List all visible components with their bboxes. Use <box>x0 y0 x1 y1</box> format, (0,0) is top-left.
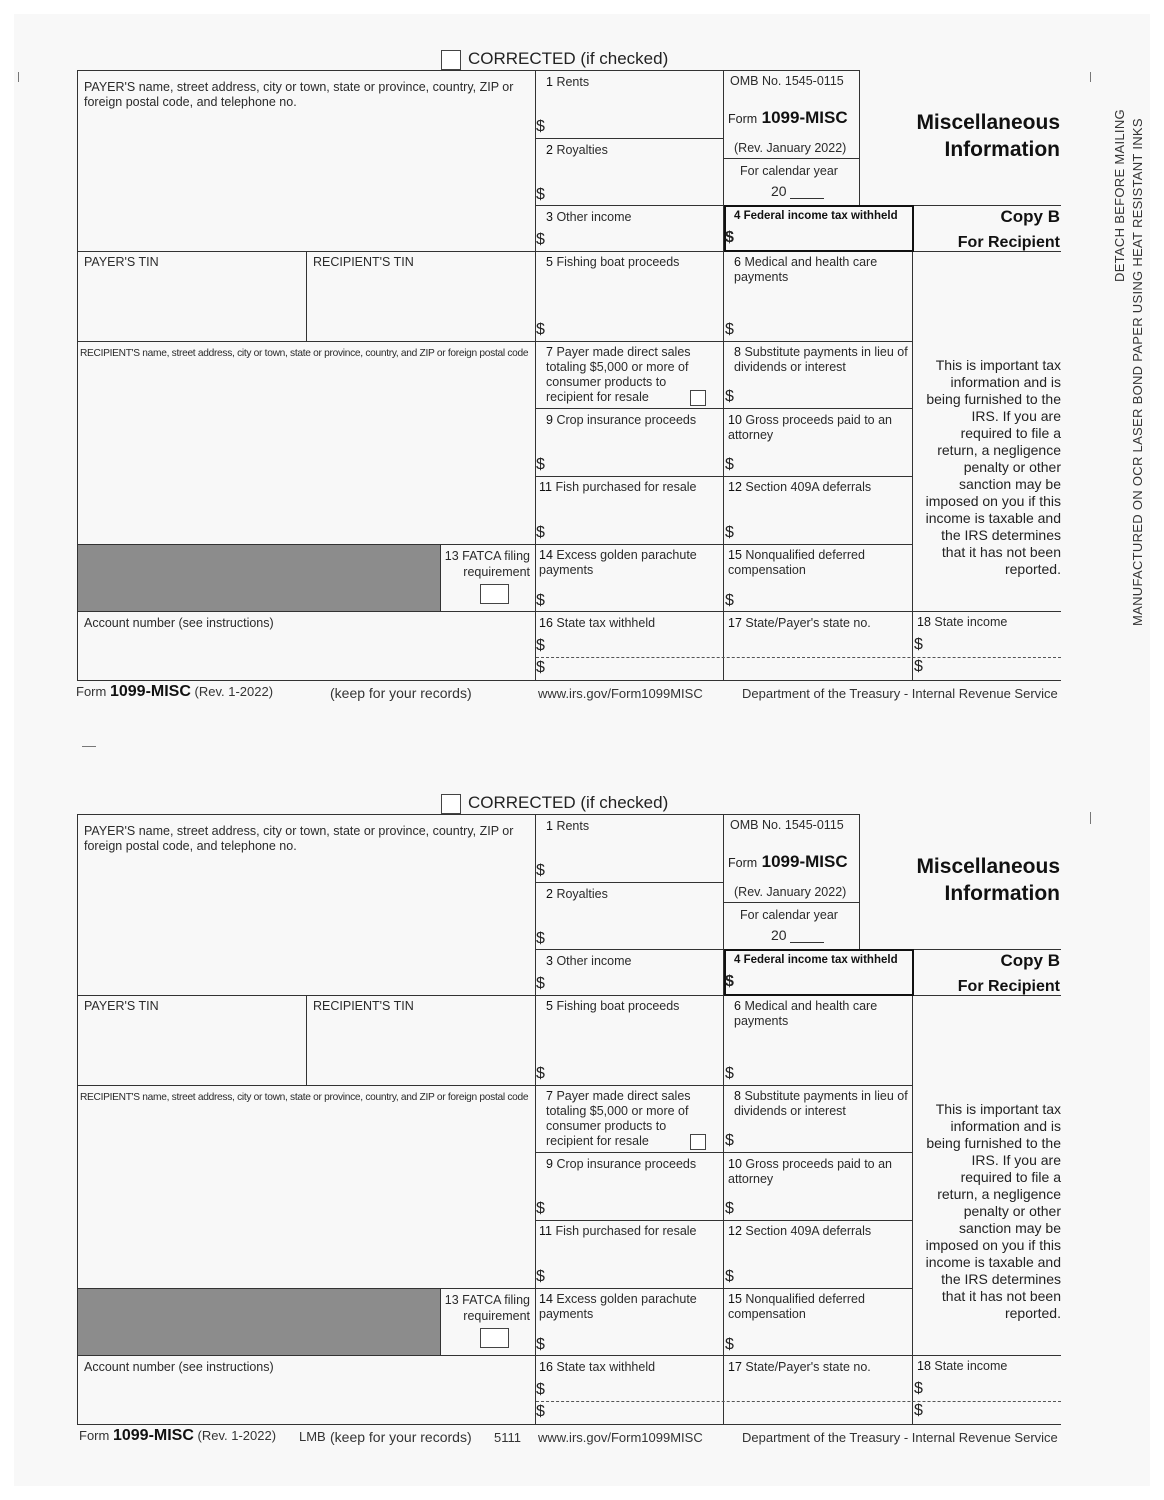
box9-dollar: $ <box>536 1200 545 1217</box>
rule <box>77 1355 1061 1356</box>
box4-dollar: $ <box>725 973 734 990</box>
recipient-name-label: RECIPIENT'S name, street address, city or town, state or province, country, and ZIP or foreign postal code <box>80 348 529 359</box>
calendar-year-prefix: 20 <box>771 927 787 943</box>
box4-label: 4 Federal income tax withheld <box>734 954 898 966</box>
notice-text: This is important tax information and is being furnished to the IRS. If you are required to file a return, a negligence penalty or other sanction may be imposed on you if this income is taxable and the IRS determines that it has not been reported. <box>925 357 1061 577</box>
box1-label: 1 Rents <box>546 75 590 89</box>
box18-label: 18 State income <box>917 1359 1008 1373</box>
form-copy-1 <box>0 0 1164 740</box>
form-title: Miscellaneous Information <box>916 111 1060 161</box>
box14-label: 14 Excess golden parachute payments <box>539 548 697 577</box>
box11-dollar: $ <box>536 1268 545 1285</box>
form-title: Miscellaneous Information <box>916 855 1060 905</box>
rule <box>306 251 307 341</box>
payer-name-label: PAYER'S name, street address, city or town, state or province, country, ZIP or foreign postal code, and telephone no. <box>84 824 514 853</box>
footer-department: Department of the Treasury - Internal Revenue Service <box>742 686 1058 701</box>
rule <box>306 995 307 1085</box>
payer-tin-label: PAYER'S TIN <box>84 999 159 1013</box>
side-text-detach: DETACH BEFORE MAILING <box>1112 109 1127 282</box>
omb-number: OMB No. 1545-0115 <box>730 818 844 832</box>
corrected-label: CORRECTED (if checked) <box>468 793 669 812</box>
account-number-label: Account number (see instructions) <box>84 616 274 630</box>
calendar-year-label: For calendar year <box>740 164 838 178</box>
copy-b-label: Copy B For Recipient <box>957 207 1060 251</box>
box8-dollar: $ <box>725 388 734 405</box>
box2-label: 2 Royalties <box>546 143 608 157</box>
side-text-manufactured: MANUFACTURED ON OCR LASER BOND PAPER USING HEAT RESISTANT INKS <box>1130 118 1145 626</box>
box17-label: 17 State/Payer's state no. <box>728 616 871 630</box>
box18-label: 18 State income <box>917 615 1008 629</box>
box16-label: 16 State tax withheld <box>539 1360 656 1374</box>
corrected-label: CORRECTED (if checked) <box>468 49 669 68</box>
box8-label: 8 Substitute payments in lieu of dividends or interest <box>734 1089 908 1118</box>
form-id: Form 1099-MISC <box>728 852 848 871</box>
box10-label: 10 Gross proceeds paid to an attorney <box>728 1157 893 1186</box>
box7-checkbox[interactable] <box>690 1134 706 1150</box>
rule <box>535 70 536 680</box>
box12-label: 12 Section 409A deferrals <box>728 1224 872 1238</box>
box14-dollar: $ <box>536 1336 545 1353</box>
rule <box>535 1220 912 1221</box>
box18-dollar-2: $ <box>914 1402 923 1419</box>
copy-b-label: Copy B For Recipient <box>957 951 1060 995</box>
rule <box>440 544 441 611</box>
rule <box>723 70 724 680</box>
corrected-checkbox[interactable] <box>441 794 461 814</box>
rule <box>535 1152 912 1153</box>
box17-label: 17 State/Payer's state no. <box>728 1360 871 1374</box>
box16-dollar-1: $ <box>536 637 545 654</box>
box3-dollar: $ <box>536 975 545 992</box>
rule <box>535 408 912 409</box>
box3-label: 3 Other income <box>546 210 632 224</box>
calendar-year-prefix: 20 <box>771 183 787 199</box>
rule <box>912 250 913 680</box>
form-revision: (Rev. January 2022) <box>734 141 847 155</box>
box3-label: 3 Other income <box>546 954 632 968</box>
footer-form-id: Form 1099-MISC (Rev. 1-2022) <box>79 1427 277 1444</box>
box5-dollar: $ <box>536 1065 545 1082</box>
box9-dollar: $ <box>536 456 545 473</box>
box15-label: 15 Nonqualified deferred compensation <box>728 1292 865 1321</box>
rule <box>535 476 912 477</box>
footer-keep: (keep for your records) <box>330 685 472 701</box>
box3-dollar: $ <box>536 231 545 248</box>
box14-label: 14 Excess golden parachute payments <box>539 1292 697 1321</box>
box10-dollar: $ <box>725 1200 734 1217</box>
rule <box>77 341 912 342</box>
footer-url: www.irs.gov/Form1099MISC <box>538 686 703 701</box>
box14-dollar: $ <box>536 592 545 609</box>
box15-dollar: $ <box>725 1336 734 1353</box>
box6-dollar: $ <box>725 1065 734 1082</box>
box8-dollar: $ <box>725 1132 734 1149</box>
box2-label: 2 Royalties <box>546 887 608 901</box>
payer-tin-label: PAYER'S TIN <box>84 255 159 269</box>
box5-dollar: $ <box>536 321 545 338</box>
state-divider <box>536 657 1061 658</box>
rule <box>723 158 859 159</box>
recipient-name-label: RECIPIENT'S name, street address, city or town, state or province, country, and ZIP or foreign postal code <box>80 1092 529 1103</box>
box9-label: 9 Crop insurance proceeds <box>546 1157 697 1171</box>
box18-dollar-1: $ <box>914 636 923 653</box>
box7-checkbox[interactable] <box>690 390 706 406</box>
state-divider <box>536 1401 1061 1402</box>
rule <box>723 814 724 1424</box>
box7-label: 7 Payer made direct sales totaling $5,000 or more of consumer products to recipient for resale <box>546 1089 691 1148</box>
footer-form-id: Form 1099-MISC (Rev. 1-2022) <box>76 683 274 700</box>
calendar-year-input[interactable] <box>790 942 824 943</box>
footer-url: www.irs.gov/Form1099MISC <box>538 1430 703 1445</box>
box1-dollar: $ <box>536 862 545 879</box>
box8-label: 8 Substitute payments in lieu of dividends or interest <box>734 345 908 374</box>
footer-lmb: LMB <box>299 1429 326 1444</box>
box16-label: 16 State tax withheld <box>539 616 656 630</box>
box11-label: 11 Fish purchased for resale <box>539 1224 697 1238</box>
form-revision: (Rev. January 2022) <box>734 885 847 899</box>
box18-dollar-1: $ <box>914 1380 923 1397</box>
box12-dollar: $ <box>725 524 734 541</box>
box6-label: 6 Medical and health care payments <box>734 999 878 1028</box>
box1-label: 1 Rents <box>546 819 590 833</box>
footer-department: Department of the Treasury - Internal Revenue Service <box>742 1430 1058 1445</box>
box18-dollar-2: $ <box>914 658 923 675</box>
footer-keep: (keep for your records) <box>330 1429 472 1445</box>
corrected-checkbox[interactable] <box>441 50 461 70</box>
account-number-label: Account number (see instructions) <box>84 1360 274 1374</box>
box4-label: 4 Federal income tax withheld <box>734 210 898 222</box>
rule <box>859 70 860 205</box>
box9-label: 9 Crop insurance proceeds <box>546 413 697 427</box>
shaded-area <box>78 545 440 611</box>
fatca-label: 13 FATCA filing requirement <box>444 549 530 579</box>
rule <box>912 994 913 1424</box>
box5-label: 5 Fishing boat proceeds <box>546 255 680 269</box>
box16-dollar-2: $ <box>536 659 545 676</box>
rule <box>77 1424 1061 1425</box>
box12-label: 12 Section 409A deferrals <box>728 480 872 494</box>
box1-dollar: $ <box>536 118 545 135</box>
box10-dollar: $ <box>725 456 734 473</box>
calendar-year-label: For calendar year <box>740 908 838 922</box>
box15-dollar: $ <box>725 592 734 609</box>
notice-text: This is important tax information and is being furnished to the IRS. If you are required to file a return, a negligence penalty or other sanction may be imposed on you if this income is taxable and the IRS determines that it has not been reported. <box>925 1101 1061 1321</box>
rule <box>77 814 859 815</box>
rule <box>77 70 859 71</box>
box16-dollar-2: $ <box>536 1403 545 1420</box>
form-id: Form 1099-MISC <box>728 108 848 127</box>
rule <box>77 1085 912 1086</box>
footer-code: 5111 <box>494 1430 521 1445</box>
box10-label: 10 Gross proceeds paid to an attorney <box>728 413 893 442</box>
rule <box>723 902 859 903</box>
calendar-year-input[interactable] <box>790 198 824 199</box>
box6-label: 6 Medical and health care payments <box>734 255 878 284</box>
rule <box>77 680 1061 681</box>
form-copy-2 <box>0 744 1164 1484</box>
rule <box>535 138 723 139</box>
rule <box>535 882 723 883</box>
rule <box>77 611 1061 612</box>
rule <box>535 814 536 1424</box>
recipient-tin-label: RECIPIENT'S TIN <box>313 255 414 269</box>
box11-label: 11 Fish purchased for resale <box>539 480 697 494</box>
box16-dollar-1: $ <box>536 1381 545 1398</box>
recipient-tin-label: RECIPIENT'S TIN <box>313 999 414 1013</box>
box11-dollar: $ <box>536 524 545 541</box>
box4-dollar: $ <box>725 229 734 246</box>
fatca-checkbox[interactable] <box>480 1328 509 1348</box>
box15-label: 15 Nonqualified deferred compensation <box>728 548 865 577</box>
box6-dollar: $ <box>725 321 734 338</box>
rule <box>440 1288 441 1355</box>
payer-name-label: PAYER'S name, street address, city or town, state or province, country, ZIP or foreign postal code, and telephone no. <box>84 80 514 109</box>
shaded-area <box>78 1289 440 1355</box>
box2-dollar: $ <box>536 186 545 203</box>
rule <box>859 814 860 949</box>
box7-label: 7 Payer made direct sales totaling $5,000 or more of consumer products to recipient for resale <box>546 345 691 404</box>
fatca-label: 13 FATCA filing requirement <box>444 1293 530 1323</box>
fatca-checkbox[interactable] <box>480 584 509 604</box>
box12-dollar: $ <box>725 1268 734 1285</box>
omb-number: OMB No. 1545-0115 <box>730 74 844 88</box>
box2-dollar: $ <box>536 930 545 947</box>
box5-label: 5 Fishing boat proceeds <box>546 999 680 1013</box>
